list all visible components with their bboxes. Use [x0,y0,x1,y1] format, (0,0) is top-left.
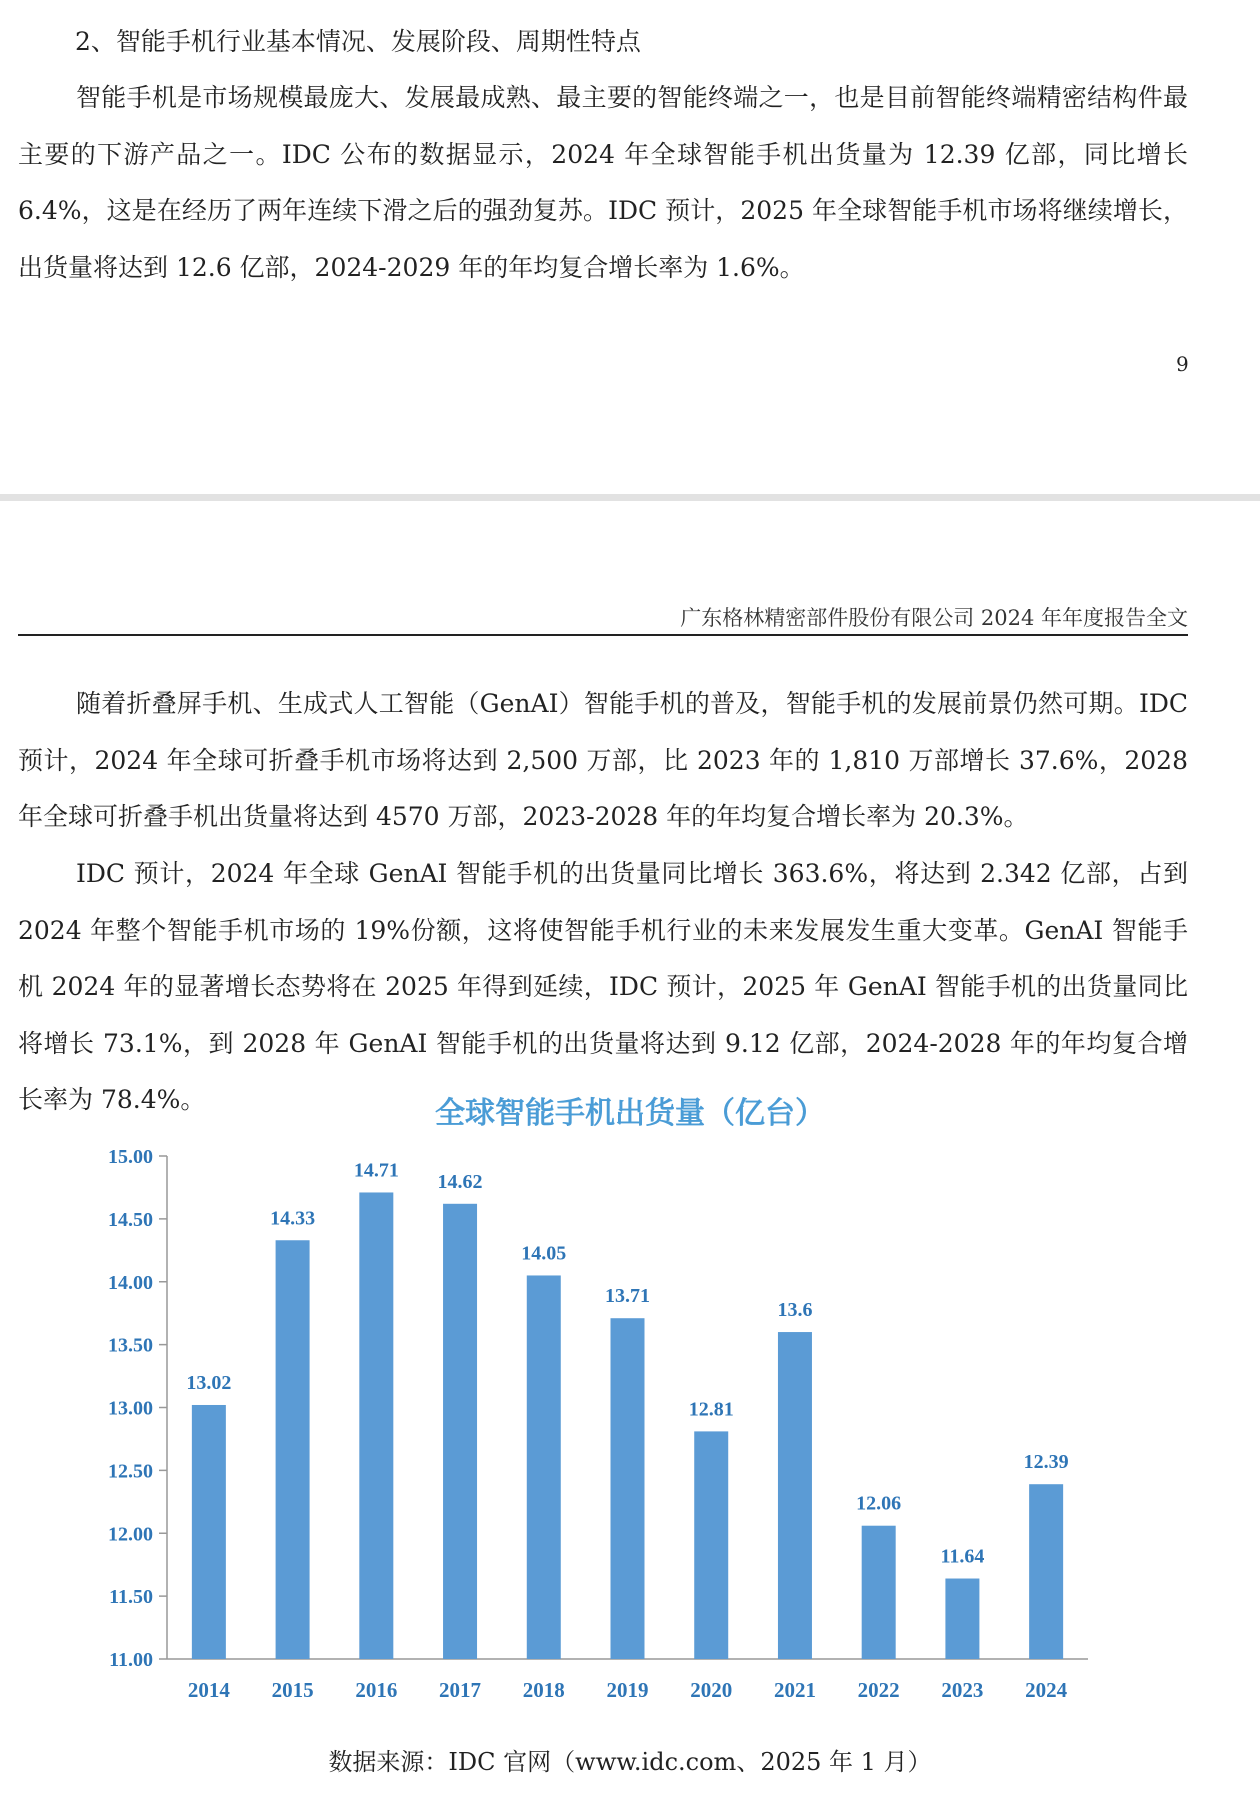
x-tick-label-2019: 2019 [606,1678,649,1702]
x-tick-label-2015: 2015 [271,1678,314,1702]
y-tick-label: 13.00 [108,1397,153,1420]
data-label-2022: 12.06 [856,1492,902,1515]
y-tick-label: 14.50 [108,1208,153,1231]
bar-2024 [1029,1484,1063,1659]
bar-2014 [192,1405,226,1659]
shipment-chart [0,1085,1260,1725]
data-label-2024: 12.39 [1023,1451,1069,1474]
page-divider [0,494,1260,501]
data-source-caption: 数据来源：IDC 官网（www.idc.com、2025 年 1 月） [328,1748,932,1776]
x-tick-label-2018: 2018 [522,1678,565,1702]
chart-title: 全球智能手机出货量（亿台） [435,1096,825,1131]
y-tick-label: 12.00 [108,1523,153,1546]
bar-2018 [527,1275,561,1659]
data-label-2020: 12.81 [688,1398,734,1421]
section-heading: 2、智能手机行业基本情况、发展阶段、周期性特点 [75,27,641,56]
body-paragraph: 智能手机是市场规模最庞大、发展最成熟、最主要的智能终端之一，也是目前智能终端精密结构件最主要的下游产品之一。IDC 公布的数据显示，2024 年全球智能手机出货量为 12.39 亿部，同比增长 6.4%，这是在经历了两年连续下滑之后的强劲复苏。IDC 预计，2025 年全球智能手机市场将继续增长，出货量将达到 12.6 亿部，2024-2029 年的年均复合增长率为 1.6%。 [18,83,1188,282]
body-paragraph-foldable: 随着折叠屏手机、生成式人工智能（GenAI）智能手机的普及，智能手机的发展前景仍然可期。IDC 预计，2024 年全球可折叠手机市场将达到 2,500 万部，比 2023 年的 1,810 万部增长 37.6%，2028 年全球可折叠手机出货量将达到 4570 万部，2023-2028 年的年均复合增长率为 20.3%。 [18,689,1188,831]
header-rule [18,634,1188,636]
data-label-2014: 13.02 [186,1371,232,1394]
chart-svg [0,1085,1260,1725]
bar-2020 [694,1431,728,1659]
body-paragraph-genai: IDC 预计，2024 年全球 GenAI 智能手机的出货量同比增长 363.6%，将达到 2.342 亿部，占到 2024 年整个智能手机市场的 19%份额，这将使智能手机行业的未来发展发生重大变革。GenAI 智能手机 2024 年的显著增长态势将在 2025 年得到延续，IDC 预计，2025 年 GenAI 智能手机的出货量同比将增长 73.1%，到 2028 年 GenAI 智能手机的出货量将达到 9.12 亿部，2024-2028 年的年均复合增长率为 78.4%。 [18,859,1188,1114]
bar-2023 [945,1579,979,1659]
bar-2017 [443,1204,477,1659]
y-tick-label: 11.00 [109,1649,153,1671]
x-tick-label-2022: 2022 [857,1678,900,1702]
data-label-2021: 13.6 [777,1299,813,1322]
bar-2016 [359,1192,393,1659]
bar-2022 [862,1526,896,1659]
x-tick-label-2017: 2017 [439,1678,482,1702]
data-label-2017: 14.62 [437,1170,483,1193]
x-tick-label-2014: 2014 [187,1678,230,1702]
x-tick-label-2016: 2016 [355,1678,398,1702]
data-label-2015: 14.33 [270,1207,316,1230]
bar-2021 [778,1332,812,1659]
data-label-2016: 14.71 [353,1159,399,1182]
y-tick-label: 14.00 [108,1271,153,1294]
y-tick-label: 13.50 [108,1334,153,1357]
x-tick-label-2021: 2021 [773,1678,816,1702]
y-tick-label: 12.50 [108,1460,153,1483]
y-tick-label: 11.50 [109,1586,153,1609]
report-header-title: 广东格林精密部件股份有限公司 2024 年年度报告全文 [680,606,1188,630]
data-label-2018: 14.05 [521,1242,567,1265]
bar-2015 [276,1240,310,1659]
bar-2019 [611,1318,645,1659]
x-tick-label-2024: 2024 [1025,1678,1068,1702]
page-number: 9 [1176,352,1189,376]
x-tick-label-2023: 2023 [941,1678,984,1702]
data-label-2019: 13.71 [605,1285,650,1308]
y-tick-label: 15.00 [108,1146,153,1168]
data-label-2023: 11.64 [940,1545,985,1568]
x-tick-label-2020: 2020 [690,1678,733,1702]
